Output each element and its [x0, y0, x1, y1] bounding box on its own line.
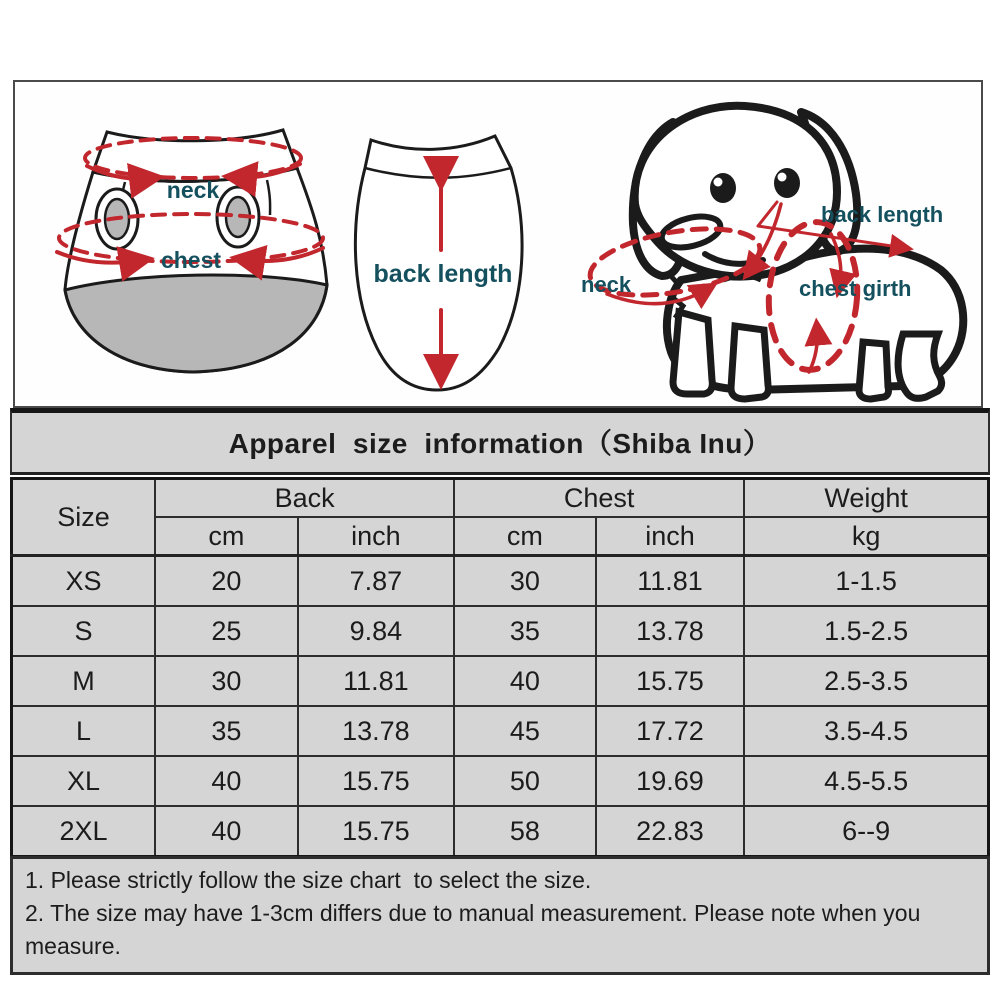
back-garment-diagram — [345, 110, 585, 406]
dog-front-leg-right — [731, 326, 768, 399]
dog-front-leg-left — [673, 312, 712, 394]
front-garment-diagram — [45, 120, 347, 406]
cell-chest-cm: 45 — [454, 706, 596, 756]
col-header-kg: kg — [744, 517, 988, 556]
cell-weight: 1-1.5 — [744, 556, 988, 607]
dog-diagram — [573, 84, 979, 406]
cell-size: L — [12, 706, 156, 756]
cell-chest-cm: 58 — [454, 806, 596, 857]
cell-back-cm: 30 — [155, 656, 298, 706]
header-row-units — [12, 517, 989, 556]
cell-back-cm: 40 — [155, 756, 298, 806]
table-row — [12, 556, 989, 607]
cell-chest-cm: 40 — [454, 656, 596, 706]
cell-chest-inch: 17.72 — [596, 706, 745, 756]
cell-weight: 3.5-4.5 — [744, 706, 988, 756]
table-title: Apparel size information（Shiba Inu） — [10, 408, 990, 475]
footnote-1: 1. Please strictly follow the size chart to select the size. — [25, 867, 592, 893]
cell-back-cm: 20 — [155, 556, 298, 607]
cell-chest-inch: 22.83 — [596, 806, 745, 857]
col-header-chest: Chest — [454, 479, 744, 518]
cell-back-inch: 13.78 — [298, 706, 454, 756]
cell-back-cm: 25 — [155, 606, 298, 656]
front-chest-label: chest — [160, 247, 222, 273]
cell-back-cm: 35 — [155, 706, 298, 756]
table-row — [12, 756, 989, 806]
vest-bottom-gray — [65, 275, 327, 372]
col-header-back: Back — [155, 479, 454, 518]
cell-weight: 2.5-3.5 — [744, 656, 988, 706]
cell-chest-inch: 19.69 — [596, 756, 745, 806]
cell-back-inch: 9.84 — [298, 606, 454, 656]
dog-head — [635, 106, 837, 277]
col-header-chest-cm: cm — [454, 517, 596, 556]
col-header-weight: Weight — [744, 479, 988, 518]
table-row — [12, 806, 989, 857]
dog-back-length-label: back length — [821, 202, 944, 227]
cell-size: XS — [12, 556, 156, 607]
cell-back-inch: 15.75 — [298, 756, 454, 806]
cell-weight: 4.5-5.5 — [744, 756, 988, 806]
cell-chest-inch: 11.81 — [596, 556, 745, 607]
cell-chest-inch: 13.78 — [596, 606, 745, 656]
cell-back-inch: 11.81 — [298, 656, 454, 706]
cell-weight: 6--9 — [744, 806, 988, 857]
cell-back-cm: 40 — [155, 806, 298, 857]
table-row — [12, 606, 989, 656]
table-row — [12, 656, 989, 706]
size-table-section — [10, 408, 990, 858]
dog-neck-label: neck — [581, 272, 632, 297]
cell-chest-cm: 30 — [454, 556, 596, 607]
dog-eye-right — [774, 168, 800, 198]
footnote-2: 2. The size may have 1-3cm differs due to manual measurement. Please note when you measure. — [25, 900, 927, 959]
cell-size: XL — [12, 756, 156, 806]
col-header-chest-inch: inch — [596, 517, 745, 556]
back-length-label: back length — [373, 260, 513, 288]
table-row — [12, 706, 989, 756]
cell-back-inch: 15.75 — [298, 806, 454, 857]
cell-weight: 1.5-2.5 — [744, 606, 988, 656]
dog-eye-left — [710, 173, 736, 203]
dog-chest-girth-label: chest girth — [799, 276, 912, 301]
cell-back-inch: 7.87 — [298, 556, 454, 607]
col-header-back-cm: cm — [155, 517, 298, 556]
col-header-size: Size — [12, 479, 156, 556]
cell-size: M — [12, 656, 156, 706]
size-table — [10, 477, 990, 858]
cell-chest-cm: 35 — [454, 606, 596, 656]
dog-hind-leg-front — [898, 334, 942, 398]
cell-size: 2XL — [12, 806, 156, 857]
cell-chest-cm: 50 — [454, 756, 596, 806]
cell-size: S — [12, 606, 156, 656]
col-header-back-inch: inch — [298, 517, 454, 556]
measurement-diagrams-panel — [13, 80, 983, 408]
header-row-groups — [12, 479, 989, 518]
cell-chest-inch: 15.75 — [596, 656, 745, 706]
dog-hind-leg-back — [859, 342, 889, 399]
front-neck-label: neck — [166, 177, 220, 203]
footnotes-box — [10, 856, 990, 975]
